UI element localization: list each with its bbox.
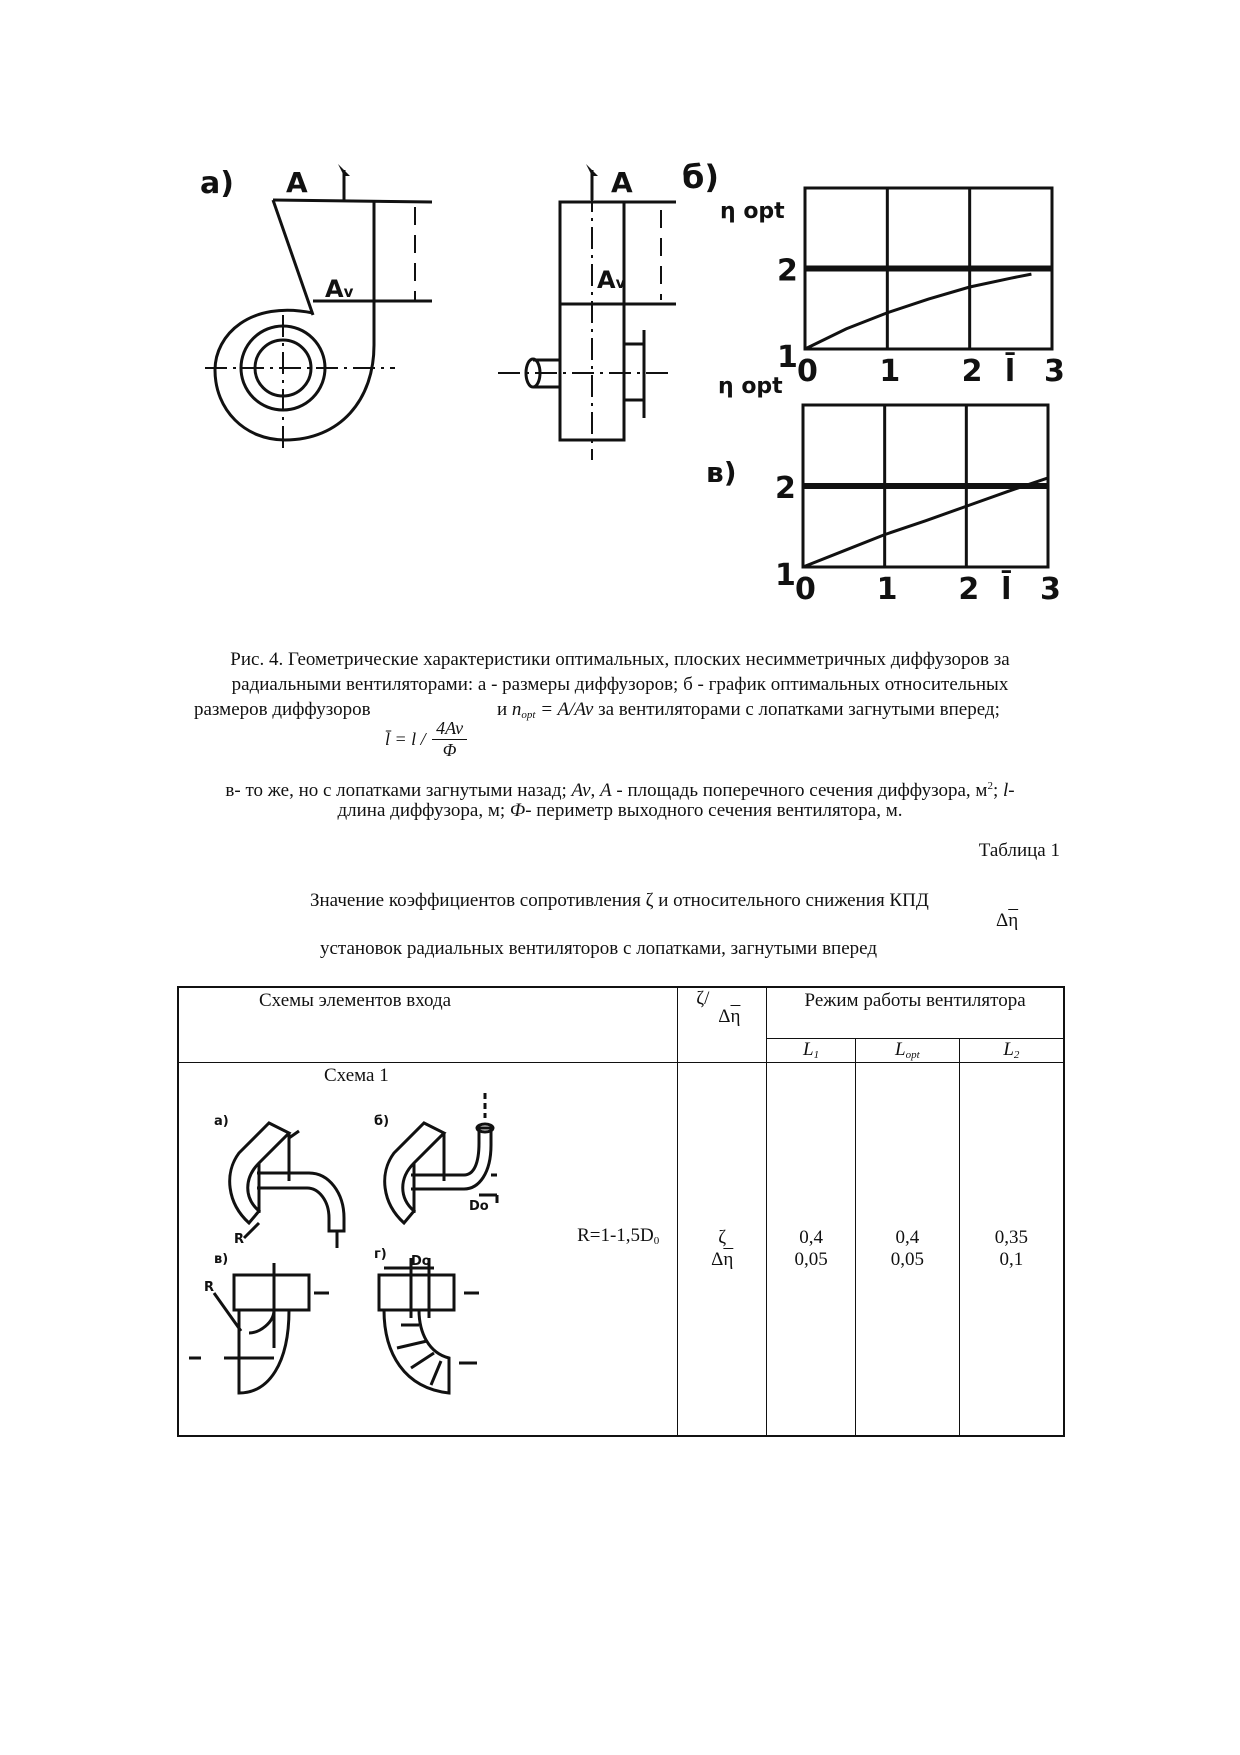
text: L	[803, 1038, 814, 1060]
formula-l-bar	[385, 718, 467, 761]
y-tick-label: 1	[777, 340, 798, 375]
text: - площадь поперечного сечения диффузора, м	[611, 780, 988, 801]
y-tick-label: 1	[775, 558, 796, 593]
sketch-label-b: б)	[374, 1113, 390, 1129]
text: $\overline{\eta}$	[723, 1248, 734, 1270]
text: $\overline{\eta}$	[730, 1006, 741, 1027]
y-tick-label: 2	[777, 253, 798, 289]
text: R=1-1,5D	[577, 1224, 654, 1246]
text: L	[1003, 1038, 1014, 1060]
series-line	[805, 274, 1031, 349]
zeta-value: 0,4	[799, 1226, 823, 1248]
label-a: а)	[200, 166, 234, 201]
radius-note	[577, 1225, 659, 1247]
text: opt	[521, 709, 536, 721]
text: 0	[653, 1234, 660, 1247]
caption-line-5	[150, 798, 1090, 823]
series-line	[803, 478, 1048, 567]
scheme-cell	[178, 1062, 678, 1436]
sketch-R-label: R	[204, 1279, 215, 1295]
label-b: б)	[682, 158, 719, 196]
x-axis-label: l̄	[1001, 572, 1012, 607]
sketch-Do-label: Do	[411, 1253, 431, 1269]
x-tick-label: 1	[876, 572, 898, 607]
text: Δ	[996, 910, 1009, 931]
header-schemes: Схемы элементов входа	[178, 987, 678, 1062]
x-tick-label: 2	[958, 572, 980, 607]
arrow-up-icon	[338, 164, 350, 176]
resistance-table	[177, 986, 1065, 1437]
scroll-casing-side-view	[205, 170, 432, 452]
sketch-R-label: R	[234, 1231, 245, 1247]
caption-line-1: Рис. 4. Геометрические характеристики оптимальных, плоских несимметричных диффузоров за	[230, 649, 1010, 670]
formula-numerator: 4Av	[432, 718, 467, 740]
formula-fraction	[432, 718, 467, 761]
header-zeta-delta-eta	[678, 987, 767, 1062]
x-tick-label: 0	[797, 354, 818, 389]
value-cell-Lopt	[855, 1062, 959, 1436]
caption-line-3-left: размеров диффузоров	[194, 699, 371, 720]
text: l	[1002, 780, 1009, 801]
header-mode: Режим работы вентилятора	[767, 987, 1064, 1038]
x-axis-label: l̄	[1004, 354, 1016, 389]
label-A: A	[286, 166, 308, 199]
caption-line-2: радиальными вентиляторами: а - размеры диффузоров; б - график оптимальных относительных	[231, 674, 1009, 695]
sketch-label-a: а)	[214, 1113, 229, 1129]
zeta-value: 0,4	[895, 1226, 920, 1248]
x-tick-label: 3	[1040, 572, 1061, 607]
text: в- то же, но с лопатками загнутыми назад;	[225, 780, 572, 801]
table-header-row	[178, 987, 1064, 1038]
eta-value: 0,05	[890, 1248, 924, 1270]
figure-4-diagrams	[0, 0, 1240, 640]
scheme-title: Схема 1	[324, 1064, 389, 1086]
sketch-Do-label: Do	[469, 1198, 489, 1214]
y-tick-label: 2	[775, 471, 796, 506]
text: Av	[571, 780, 591, 801]
x-tick-label: 1	[879, 354, 901, 389]
table-title-line-1: Значение коэффициентов сопротивления ζ и относительного снижения КПД	[310, 890, 929, 911]
arrow-up-icon	[586, 164, 598, 176]
text: ζ/	[696, 988, 710, 1009]
header-L1	[767, 1038, 856, 1062]
table-title-line-2: установок радиальных вентиляторов с лопатками, загнутыми вперед	[320, 938, 877, 959]
text: 2	[987, 780, 993, 792]
text: -	[1008, 780, 1015, 801]
text: Ф	[509, 800, 526, 821]
text: Δ	[718, 1006, 731, 1027]
label-v: в)	[706, 456, 737, 489]
table-title-delta-eta	[996, 910, 1018, 932]
table-label: Таблица 1	[978, 840, 1060, 861]
x-tick-label: 3	[1044, 354, 1065, 389]
value-cell-L2	[959, 1062, 1064, 1436]
text: ,	[590, 780, 601, 801]
text: - периметр выходного сечения вентилятора, м.	[525, 800, 903, 821]
formula-denominator: Φ	[442, 740, 457, 760]
chart-v	[718, 374, 1061, 607]
chart-b	[720, 188, 1065, 389]
text: n	[511, 699, 522, 720]
text: A	[600, 780, 612, 801]
caption-line-3-right	[497, 697, 1000, 728]
y-axis-label: η opt	[720, 199, 785, 224]
text: = A/Av	[535, 699, 594, 720]
text: длина диффузора, м;	[337, 800, 510, 821]
zeta-delta-eta-cell	[678, 1062, 767, 1436]
x-tick-label: 2	[961, 354, 983, 389]
text: $\overline{\eta}$	[1008, 910, 1019, 931]
header-Lopt	[855, 1038, 959, 1062]
x-tick-label: 0	[795, 572, 816, 607]
zeta-value: 0,35	[994, 1226, 1028, 1248]
header-L2	[959, 1038, 1064, 1062]
formula-lhs: l̄ = l /	[385, 729, 431, 749]
text: ;	[992, 780, 1003, 801]
text: 2	[1013, 1048, 1020, 1061]
fan-front-view	[498, 170, 676, 460]
value-cell-L1	[767, 1062, 856, 1436]
text: L	[895, 1038, 906, 1060]
text: opt	[905, 1048, 920, 1061]
y-axis-label: η opt	[718, 374, 783, 399]
text: Δ	[711, 1248, 724, 1270]
text: за вентиляторами с лопатками загнутыми вперед;	[593, 699, 1000, 720]
sketch-label-g: г)	[374, 1246, 387, 1262]
label-A: A	[611, 166, 633, 199]
sketch-label-v: в)	[214, 1251, 229, 1267]
text: ζ	[718, 1226, 727, 1248]
eta-value: 0,1	[999, 1248, 1024, 1270]
table-row	[178, 1062, 1064, 1436]
eta-value: 0,05	[794, 1248, 828, 1270]
scheme-sketches	[179, 1063, 679, 1437]
text: и	[497, 699, 512, 720]
label-Av: Av	[597, 266, 626, 294]
label-Av: Av	[325, 275, 354, 303]
text: 1	[813, 1048, 820, 1061]
